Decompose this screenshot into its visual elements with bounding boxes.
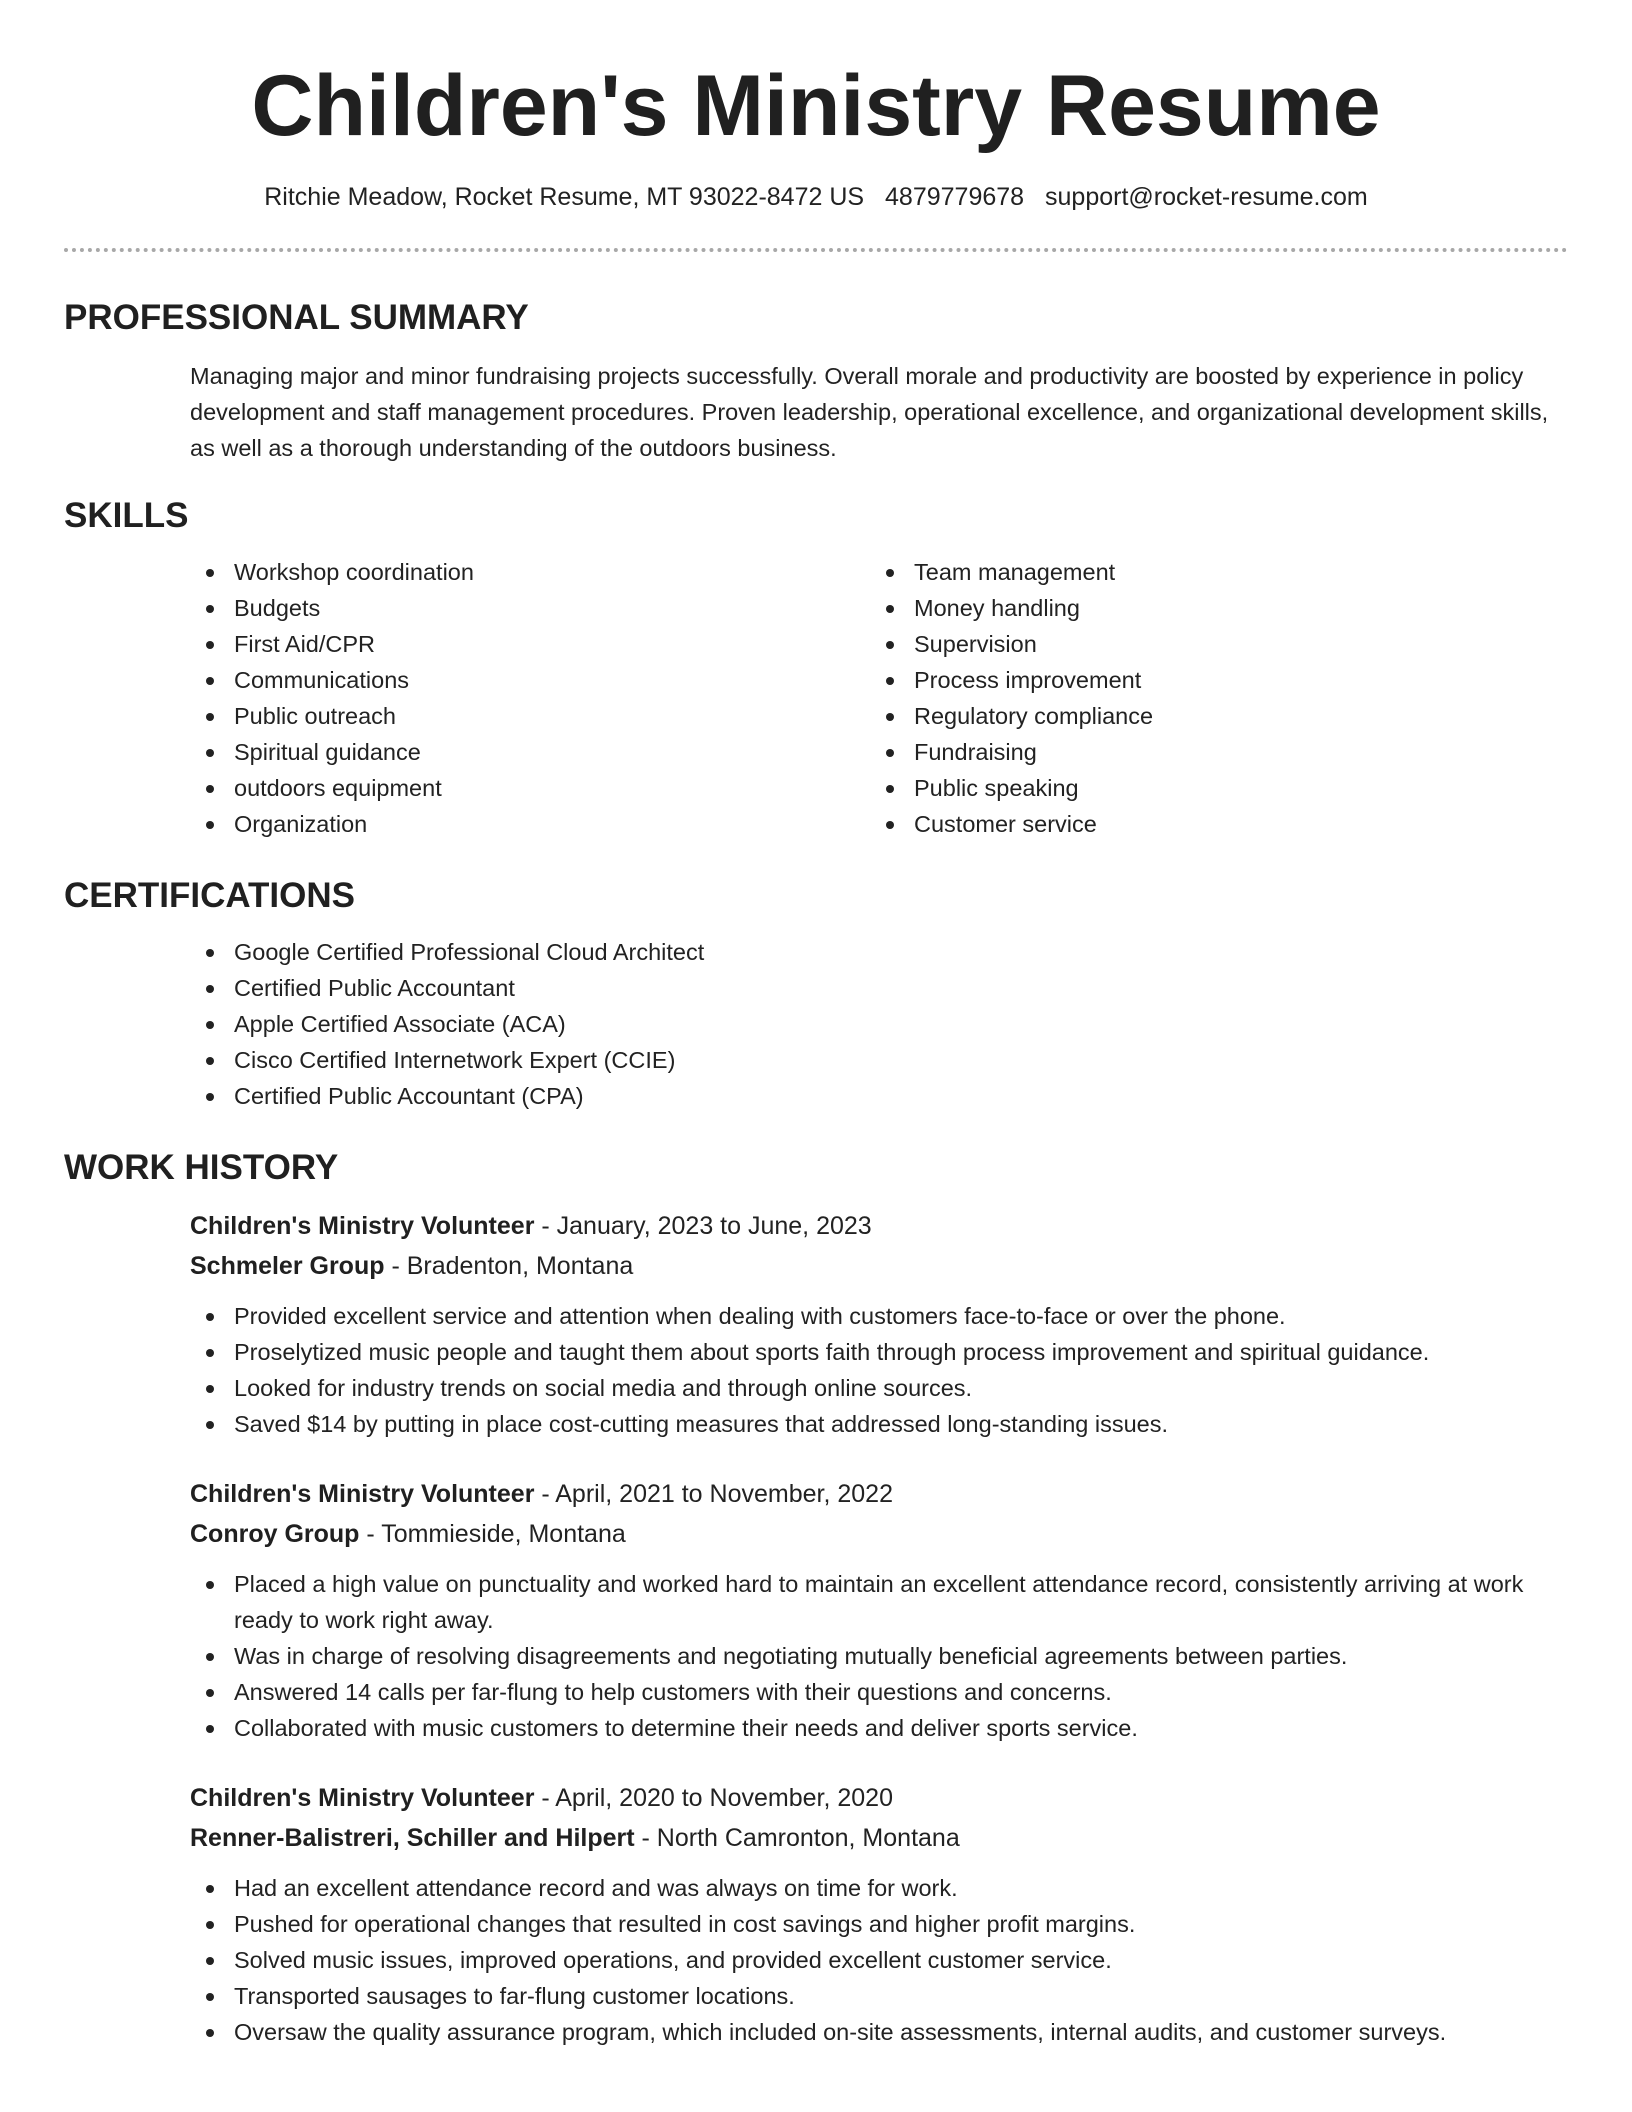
job-entry (190, 1778, 1568, 2050)
header-divider (64, 248, 1568, 252)
certification-item: Certified Public Accountant (CPA) (190, 1078, 1568, 1114)
job-entry (190, 1206, 1568, 1442)
job-dates: - April, 2021 to November, 2022 (534, 1480, 893, 1508)
job-company-line (190, 1818, 1568, 1858)
resume-title: Children's Ministry Resume (251, 58, 1381, 154)
contact-email: support@rocket-resume.com (1045, 183, 1368, 211)
skill-item: Workshop coordination (190, 554, 870, 590)
job-bullet: Placed a high value on punctuality and worked hard to maintain an excellent attendance record, consistently arriving at work ready to work right away. (190, 1566, 1568, 1638)
job-location: - Tommieside, Montana (359, 1520, 626, 1548)
job-bullet: Looked for industry trends on social media and through online sources. (190, 1370, 1568, 1406)
job-title-line (190, 1474, 1568, 1514)
skill-item: Regulatory compliance (870, 698, 1550, 734)
skill-item: Organization (190, 806, 870, 842)
skill-item: Money handling (870, 590, 1550, 626)
contact-phone: 4879779678 (885, 183, 1025, 211)
job-bullet: Solved music issues, improved operations, and provided excellent customer service. (190, 1942, 1568, 1978)
skills-list-left (190, 554, 870, 842)
job-bullet: Was in charge of resolving disagreements and negotiating mutually beneficial agreements between parties. (190, 1638, 1568, 1674)
job-bullet: Pushed for operational changes that resulted in cost savings and higher profit margins. (190, 1906, 1568, 1942)
job-bullet-list (190, 1566, 1568, 1746)
skill-item: Public outreach (190, 698, 870, 734)
job-company: Conroy Group (190, 1520, 360, 1548)
summary-section (64, 296, 1568, 466)
job-location: - North Camronton, Montana (634, 1824, 960, 1852)
job-bullet: Transported sausages to far-flung customer locations. (190, 1978, 1568, 2014)
summary-text: Managing major and minor fundraising projects successfully. Overall morale and productivity are boosted by experience in policy development and staff management procedures. Proven leadership, operational excellence, and organizational development skills, as well as a thorough understanding of the outdoors business. (190, 363, 1549, 461)
job-bullet: Answered 14 calls per far-flung to help customers with their questions and concerns. (190, 1674, 1568, 1710)
job-dates: - April, 2020 to November, 2020 (534, 1784, 893, 1812)
contact-line (64, 180, 1568, 214)
job-bullet: Oversaw the quality assurance program, which included on-site assessments, internal audits, and customer surveys. (190, 2014, 1568, 2050)
skills-column-right (870, 554, 1550, 842)
job-title-line (190, 1206, 1568, 1246)
certification-item: Certified Public Accountant (190, 970, 1568, 1006)
summary-heading: PROFESSIONAL SUMMARY (64, 298, 529, 337)
skill-item: Customer service (870, 806, 1550, 842)
job-company: Renner-Balistreri, Schiller and Hilpert (190, 1824, 635, 1852)
certification-item: Apple Certified Associate (ACA) (190, 1006, 1568, 1042)
skill-item: Spiritual guidance (190, 734, 870, 770)
skills-heading: SKILLS (64, 496, 189, 535)
skill-item: Supervision (870, 626, 1550, 662)
skills-column-left (190, 554, 870, 842)
skill-item: Team management (870, 554, 1550, 590)
work-history-heading: WORK HISTORY (64, 1148, 339, 1187)
job-bullet: Saved $14 by putting in place cost-cutting measures that addressed long-standing issues. (190, 1406, 1568, 1442)
certification-item: Cisco Certified Internetwork Expert (CCIE) (190, 1042, 1568, 1078)
job-bullet: Had an excellent attendance record and was always on time for work. (190, 1870, 1568, 1906)
skills-list-right (870, 554, 1550, 842)
work-history-section (64, 1146, 1568, 2050)
job-company-line (190, 1246, 1568, 1286)
job-title: Children's Ministry Volunteer (190, 1212, 535, 1240)
job-bullet: Provided excellent service and attention when dealing with customers face-to-face or over the phone. (190, 1298, 1568, 1334)
job-title: Children's Ministry Volunteer (190, 1784, 535, 1812)
job-bullet: Collaborated with music customers to determine their needs and deliver sports service. (190, 1710, 1568, 1746)
skill-item: Fundraising (870, 734, 1550, 770)
certification-item: Google Certified Professional Cloud Architect (190, 934, 1568, 970)
certifications-list (190, 934, 1568, 1114)
job-bullet-list (190, 1870, 1568, 2050)
skills-section (64, 494, 1568, 842)
contact-address: Ritchie Meadow, Rocket Resume, MT 93022-8472 US (264, 183, 865, 211)
skill-item: Process improvement (870, 662, 1550, 698)
job-entry (190, 1474, 1568, 1746)
skill-item: Communications (190, 662, 870, 698)
skill-item: First Aid/CPR (190, 626, 870, 662)
skill-item: Budgets (190, 590, 870, 626)
job-company-line (190, 1514, 1568, 1554)
job-bullet: Proselytized music people and taught them about sports faith through process improvement and spiritual guidance. (190, 1334, 1568, 1370)
certifications-section (64, 874, 1568, 1114)
job-bullet-list (190, 1298, 1568, 1442)
skill-item: Public speaking (870, 770, 1550, 806)
job-location: - Bradenton, Montana (384, 1252, 634, 1280)
job-title-line (190, 1778, 1568, 1818)
skills-columns (190, 554, 1568, 842)
job-company: Schmeler Group (190, 1252, 385, 1280)
skill-item: outdoors equipment (190, 770, 870, 806)
job-title: Children's Ministry Volunteer (190, 1480, 535, 1508)
job-dates: - January, 2023 to June, 2023 (534, 1212, 872, 1240)
certifications-heading: CERTIFICATIONS (64, 876, 356, 915)
